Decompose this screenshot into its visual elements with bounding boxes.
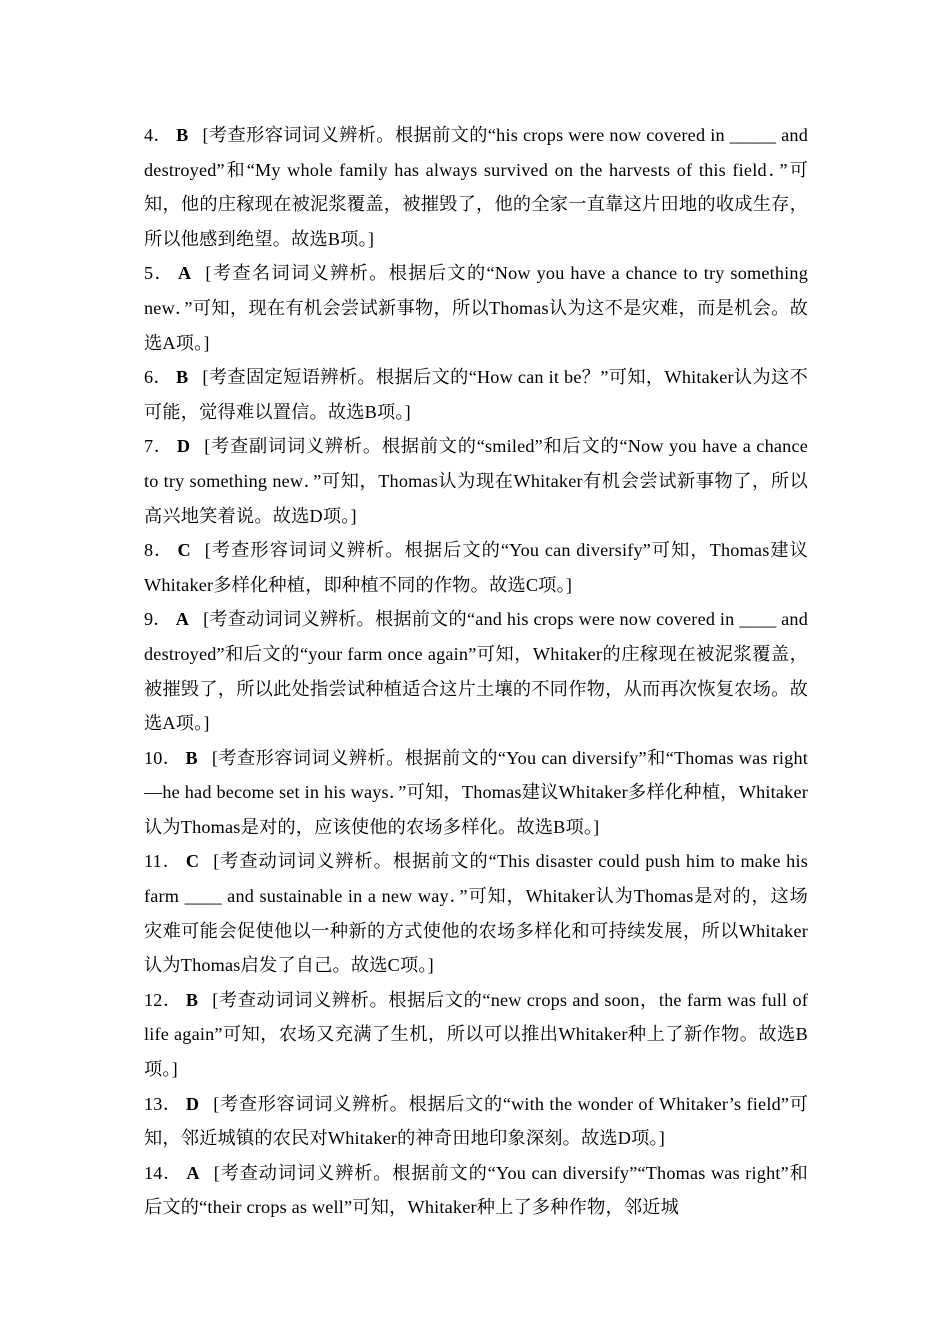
explanation-item-7 [144, 429, 808, 533]
explanation-item-5 [144, 256, 808, 360]
item-number: 12． [144, 989, 182, 1010]
item-number: 5． [144, 263, 175, 284]
item-text: [考查形容词词义辨析。根据后文的“with the wonder of Whitaker’s field”可知，邻近城镇的农民对Whitaker的神奇田地印象深刻。故选D项。] [144, 1093, 809, 1149]
item-text: [考查名词词义辨析。根据后文的“Now you have a chance to try something new．”可知，现在有机会尝试新事物，所以Thomas认为这不是灾难，而是机会。故选A项。] [144, 263, 808, 353]
item-text: [考查副词词义辨析。根据前文的“smiled”和后文的“Now you have a chance to try something new．”可知，Thomas认为现在Whitaker有机会尝试新事物了，所以高兴地笑着说。故选D项。] [144, 436, 808, 526]
explanation-item-9 [144, 602, 808, 740]
item-number: 7． [144, 436, 173, 457]
item-text: [考查形容词词义辨析。根据后文的“You can diversify”可知，Thomas建议Whitaker多样化种植，即种植不同的作物。故选C项。] [144, 540, 808, 595]
explanation-item-10 [144, 741, 808, 845]
item-number: 11． [144, 851, 182, 872]
item-number: 9． [144, 609, 172, 630]
item-number: 8． [144, 540, 174, 561]
item-answer: B [176, 367, 189, 388]
explanation-item-8 [144, 533, 808, 602]
item-answer: A [178, 263, 192, 284]
answer-explanations [144, 118, 808, 1225]
item-answer: A [175, 609, 190, 630]
explanation-item-14 [144, 1156, 808, 1225]
item-text: [考查固定短语辨析。根据后文的“How can it be？”可知，Whitaker认为这不可能，觉得难以置信。故选B项。] [144, 367, 809, 422]
item-number: 13． [144, 1093, 182, 1114]
item-text: [考查形容词词义辨析。根据前文的“his crops were now covered in _____ and destroyed”和“My whole family has always survived on the harvests of this field．”可知，他的庄稼现在被泥浆覆盖，被摧毁了，他的全家一直靠这片田地的收成生存，所以他感到绝望。故选B项。] [144, 125, 808, 249]
item-text: [考查形容词词义辨析。根据前文的“You can diversify”和“Thomas was right—he had become set in his ways．”可知，Thomas建议Whitaker多样化种植，Whitaker认为Thomas是对的，应该使他的农场多样化。故选B项。] [144, 747, 808, 837]
item-number: 14． [144, 1162, 183, 1183]
item-answer: B [176, 125, 189, 145]
item-answer: C [177, 540, 191, 561]
explanation-item-12 [144, 983, 808, 1087]
item-number: 10． [144, 747, 182, 768]
explanation-item-6 [144, 360, 808, 429]
item-text: [考查动词词义辨析。根据前文的“This disaster could push him to make his farm ____ and sustainable in a new way．”可知，Whitaker认为Thomas是对的，这场灾难可能会促使他以一种新的方式使他的农场多样化和可持续发展，所以Whitaker认为Thomas启发了自己。故选C项。] [144, 851, 808, 976]
item-answer: B [185, 989, 199, 1010]
item-number: 4． [144, 125, 173, 145]
item-text: [考查动词词义辨析。根据后文的“new crops and soon，the farm was full of life again”可知，农场又充满了生机，所以可以推出Whitaker种上了新作物。故选B项。] [144, 989, 809, 1080]
item-text: [考查动词词义辨析。根据前文的“and his crops were now covered in ____ and destroyed”和后文的“your farm once again”可知，Whitaker的庄稼现在被泥浆覆盖，被摧毁了，所以此处指尝试种植适合这片土壤的不同作物，从而再次恢复农场。故选A项。] [144, 609, 808, 734]
item-answer: D [185, 1093, 200, 1114]
item-text: [考查动词词义辨析。根据前文的“You can diversify”“Thomas was right”和后文的“their crops as well”可知，Whitaker种上了多种作物，邻近城 [144, 1162, 808, 1218]
explanation-item-4 [144, 118, 808, 256]
item-answer: C [185, 851, 200, 872]
item-answer: D [176, 436, 191, 457]
explanation-item-13 [144, 1087, 808, 1156]
explanation-item-11 [144, 844, 808, 982]
item-answer: A [186, 1162, 200, 1183]
item-number: 6． [144, 367, 173, 388]
item-answer: B [185, 747, 198, 768]
